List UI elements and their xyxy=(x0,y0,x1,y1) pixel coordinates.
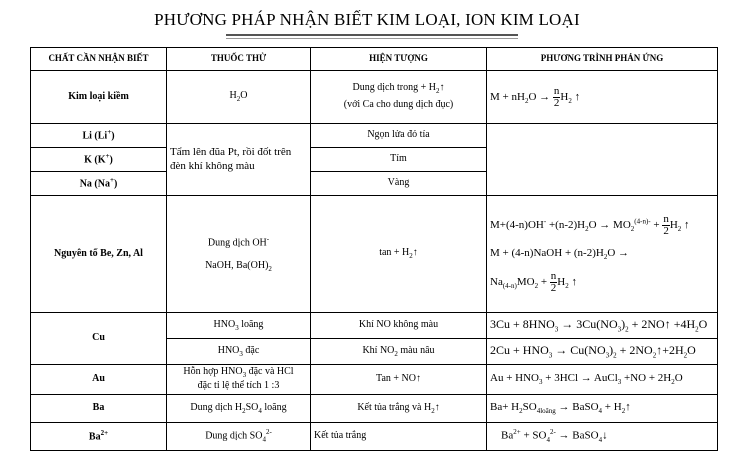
cell-phenomenon: Vàng xyxy=(311,172,487,196)
cell-reagent: Hỗn hợp $HNO_3$ đặc và HCl đặc tỉ lệ thể tích 1 :3 xyxy=(167,365,311,395)
cell-phenomenon: $\tan + H_2↑$ xyxy=(311,196,487,313)
table-header-row xyxy=(31,48,718,71)
page-title: PHƯƠNG PHÁP NHẬN BIẾT KIM LOẠI, ION KIM LOẠI xyxy=(154,10,580,29)
cell-reagent-flame: Tẩm lên đũa Pt, rồi đốt trên đèn khí không màu xyxy=(167,124,311,196)
table-row xyxy=(31,365,718,395)
title-underline-thin xyxy=(226,38,518,39)
header-equation: PHƯƠNG TRÌNH PHẢN ỨNG xyxy=(487,48,718,71)
table-row xyxy=(31,124,718,148)
cell-substance: Au xyxy=(31,365,167,395)
cell-reagent: Dung dịch $SO_4^{2-}$ xyxy=(167,423,311,451)
cell-equation: $M + nH_2O$ → $\frac{n}{2}$ $H_2$ ↑ xyxy=(487,71,718,124)
cell-substance: Nguyên tố Be, Zn, Al xyxy=(31,196,167,313)
cell-substance: Li (Li+) xyxy=(31,124,167,148)
identification-table xyxy=(30,47,718,451)
cell-substance: Kim loại kiềm xyxy=(31,71,167,124)
cell-equation: $Ba+ H_2SO_{4loãng}$ → BaSO$_4$ + $H_2↑$ xyxy=(487,395,718,423)
cell-equation: $2Cu + HNO_3 \to Cu(NO_3)_2$ + $2NO_2↑+2H_2O$ xyxy=(487,339,718,365)
cell-phenomenon: Dung dịch trong + $H_2↑$ (với Ca cho dung dịch đục) xyxy=(311,71,487,124)
cell-equation-empty xyxy=(487,124,718,196)
cell-substance: Cu xyxy=(31,313,167,365)
cell-substance: Ba xyxy=(31,395,167,423)
cell-reagent: $H_2O$ xyxy=(167,71,311,124)
cell-phenomenon: Khí $NO_2$ màu nâu xyxy=(311,339,487,365)
fraction-n-2: $\frac{n}{2}$ xyxy=(553,84,560,109)
header-substance: CHẤT CẦN NHẬN BIẾT xyxy=(31,48,167,71)
cell-phenomenon: Ngọn lửa đỏ tía xyxy=(311,124,487,148)
table-row xyxy=(31,313,718,339)
cell-reagent: $HNO_3$ loãng xyxy=(167,313,311,339)
table-row xyxy=(31,71,718,124)
header-phenomenon: HIỆN TƯỢNG xyxy=(311,48,487,71)
cell-equation: $3Cu + 8HNO_3 \to 3Cu(NO_3)_2$ + 2NO↑ $+4H_2O$ xyxy=(487,313,718,339)
cell-equation: $Ba^{2+} + SO_4^{2-}$ → BaSO$_4$↓ xyxy=(487,423,718,451)
table-row xyxy=(31,196,718,313)
cell-phenomenon: Kết tủa trắng và $H_2↑$ xyxy=(311,395,487,423)
cell-equation: $M+(4-n)OH^- +(n-2)H_2O \to MO_2^{(4-n)-}$ + $\frac{n}{2}$ $H_2$ ↑ M + (4-n)NaOH + $(n-2)H_2O$ → $Na_{(4-n)}MO_2$ + $\frac{n}{2}$ $H_2$ ↑ xyxy=(487,196,718,313)
cell-reagent: $HNO_3$ đặc xyxy=(167,339,311,365)
cell-phenomenon: Kết tủa trắng xyxy=(311,423,487,451)
cell-reagent: Dung dịch $H_2SO_4$ loãng xyxy=(167,395,311,423)
cell-phenomenon: Tím xyxy=(311,148,487,172)
cell-phenomenon: Tan + NO↑ xyxy=(311,365,487,395)
cell-reagent: Dung dịch OH- NaOH, $Ba(OH)_2$ xyxy=(167,196,311,313)
cell-phenomenon: Khí NO không màu xyxy=(311,313,487,339)
cell-substance: Na (Na+) xyxy=(31,172,167,196)
cell-equation: $Au + HNO_3 + 3HCl$ → AuCl$_3$ $+NO + 2H_2O$ xyxy=(487,365,718,395)
cell-substance: $Ba^{2+}$ xyxy=(31,423,167,451)
table-row xyxy=(31,423,718,451)
table-row xyxy=(31,395,718,423)
title-underline xyxy=(226,34,518,36)
header-reagent: THUỐC THỬ xyxy=(167,48,311,71)
cell-substance: K (K+) xyxy=(31,148,167,172)
